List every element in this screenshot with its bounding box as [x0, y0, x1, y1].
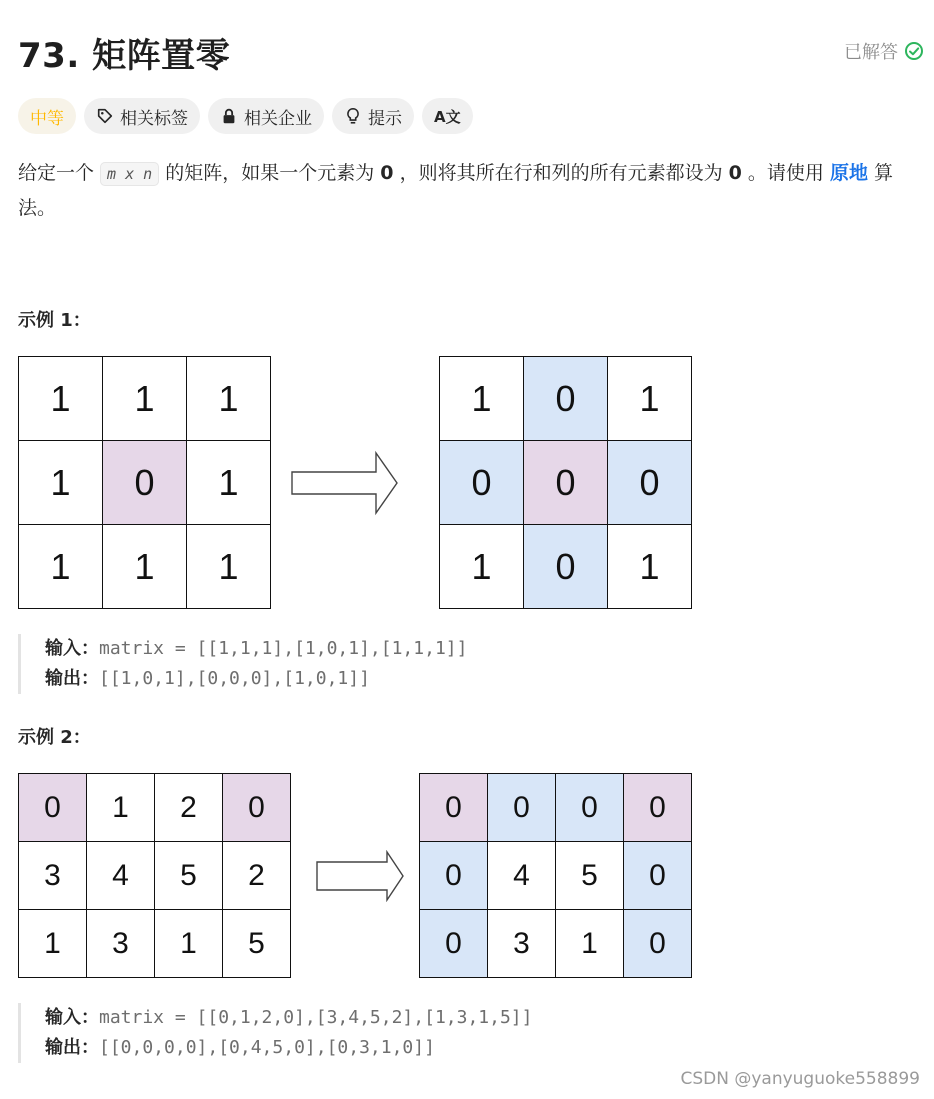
output-label: 输出： — [45, 668, 99, 689]
problem-title: 73. 矩阵置零 — [18, 36, 231, 76]
lock-icon — [220, 107, 238, 125]
matrix-cell: 1 — [187, 357, 271, 441]
related-companies-button[interactable] — [208, 98, 324, 134]
desc-inline-code: m x n — [100, 162, 159, 186]
example-1-before-matrix — [18, 356, 271, 609]
example-2-before-matrix — [18, 773, 291, 978]
watermark: CSDN @yanyuguoke558899 — [680, 1069, 920, 1089]
matrix-cell: 3 — [19, 842, 87, 910]
input-value: matrix = [[1,1,1],[1,0,1],[1,1,1]] — [99, 638, 468, 659]
matrix-cell: 5 — [556, 842, 624, 910]
related-companies-label: 相关企业 — [244, 108, 312, 129]
matrix-cell: 3 — [87, 910, 155, 978]
desc-text-4: 。请使用 — [741, 162, 830, 184]
matrix-row — [19, 842, 291, 910]
input-label: 输入： — [45, 638, 99, 659]
matrix-cell: 0 — [524, 525, 608, 609]
matrix-row — [420, 910, 692, 978]
matrix-cell: 1 — [440, 357, 524, 441]
matrix-row — [440, 357, 692, 441]
hint-button[interactable] — [332, 98, 414, 134]
tag-bar — [18, 98, 473, 134]
matrix-cell: 0 — [488, 774, 556, 842]
matrix-cell: 1 — [19, 441, 103, 525]
example-1-heading: 示例 1： — [18, 310, 91, 331]
matrix-cell: 1 — [103, 525, 187, 609]
matrix-cell: 0 — [524, 441, 608, 525]
example-1-output-line — [45, 664, 467, 694]
translate-icon: A文 — [434, 107, 461, 126]
matrix-cell: 4 — [488, 842, 556, 910]
matrix-cell: 2 — [223, 842, 291, 910]
matrix-cell: 1 — [556, 910, 624, 978]
matrix-cell: 1 — [608, 357, 692, 441]
matrix-cell: 1 — [19, 357, 103, 441]
example-2-input-line — [45, 1003, 532, 1033]
matrix-row — [19, 357, 271, 441]
matrix-row — [440, 525, 692, 609]
difficulty-badge — [18, 98, 76, 134]
matrix-row — [19, 525, 271, 609]
matrix-cell: 0 — [556, 774, 624, 842]
matrix-row — [19, 774, 291, 842]
desc-text-2: 的矩阵，如果一个元素为 — [159, 162, 381, 184]
matrix-cell: 1 — [187, 441, 271, 525]
matrix-cell: 1 — [19, 910, 87, 978]
right-arrow-icon — [315, 850, 405, 902]
matrix-cell: 1 — [19, 525, 103, 609]
example-2-heading: 示例 2： — [18, 727, 91, 748]
matrix-cell: 0 — [624, 910, 692, 978]
matrix-cell: 5 — [155, 842, 223, 910]
check-circle-icon — [904, 41, 924, 61]
lightbulb-icon — [344, 107, 362, 125]
matrix-cell: 0 — [420, 910, 488, 978]
desc-zero-1: 0 — [380, 162, 394, 184]
output-value: [[0,0,0,0],[0,4,5,0],[0,3,1,0]] — [99, 1037, 435, 1058]
matrix-cell: 3 — [488, 910, 556, 978]
difficulty-label: 中等 — [30, 108, 64, 129]
matrix-cell: 2 — [155, 774, 223, 842]
problem-description — [18, 156, 926, 225]
example-1-input-line — [45, 634, 467, 664]
matrix-cell: 0 — [440, 441, 524, 525]
desc-text-1: 给定一个 — [18, 162, 101, 184]
matrix-row — [420, 774, 692, 842]
hint-label: 提示 — [368, 108, 402, 129]
desc-text-5: 算法。 — [18, 162, 894, 219]
in-place-link[interactable]: 原地 — [829, 162, 868, 184]
desc-text-3: ，则将其所在行和列的所有元素都设为 — [393, 162, 729, 184]
tag-icon — [96, 107, 114, 125]
matrix-row — [19, 441, 271, 525]
matrix-cell: 0 — [420, 842, 488, 910]
matrix-cell: 1 — [87, 774, 155, 842]
matrix-row — [420, 842, 692, 910]
related-tags-button[interactable] — [84, 98, 200, 134]
solved-label: 已解答 — [844, 42, 898, 63]
matrix-cell: 0 — [624, 842, 692, 910]
related-tags-label: 相关标签 — [120, 108, 188, 129]
matrix-cell: 0 — [103, 441, 187, 525]
example-2-output-line — [45, 1033, 532, 1063]
matrix-cell: 1 — [187, 525, 271, 609]
input-label: 输入： — [45, 1007, 99, 1028]
matrix-cell: 0 — [608, 441, 692, 525]
matrix-cell: 0 — [420, 774, 488, 842]
solved-status — [844, 38, 924, 64]
matrix-cell: 0 — [624, 774, 692, 842]
matrix-cell: 0 — [524, 357, 608, 441]
matrix-cell: 0 — [223, 774, 291, 842]
right-arrow-icon — [290, 450, 400, 516]
desc-zero-2: 0 — [728, 162, 742, 184]
matrix-cell: 1 — [155, 910, 223, 978]
translate-button[interactable] — [422, 98, 473, 134]
matrix-cell: 1 — [103, 357, 187, 441]
example-1-after-matrix — [439, 356, 692, 609]
matrix-cell: 4 — [87, 842, 155, 910]
matrix-cell: 1 — [440, 525, 524, 609]
example-2-after-matrix — [419, 773, 692, 978]
matrix-cell: 1 — [608, 525, 692, 609]
output-value: [[1,0,1],[0,0,0],[1,0,1]] — [99, 668, 370, 689]
matrix-cell: 0 — [19, 774, 87, 842]
example-2-io — [18, 1003, 532, 1063]
example-1-io — [18, 634, 467, 694]
input-value: matrix = [[0,1,2,0],[3,4,5,2],[1,3,1,5]] — [99, 1007, 533, 1028]
matrix-row — [19, 910, 291, 978]
matrix-row — [440, 441, 692, 525]
output-label: 输出： — [45, 1037, 99, 1058]
matrix-cell: 5 — [223, 910, 291, 978]
